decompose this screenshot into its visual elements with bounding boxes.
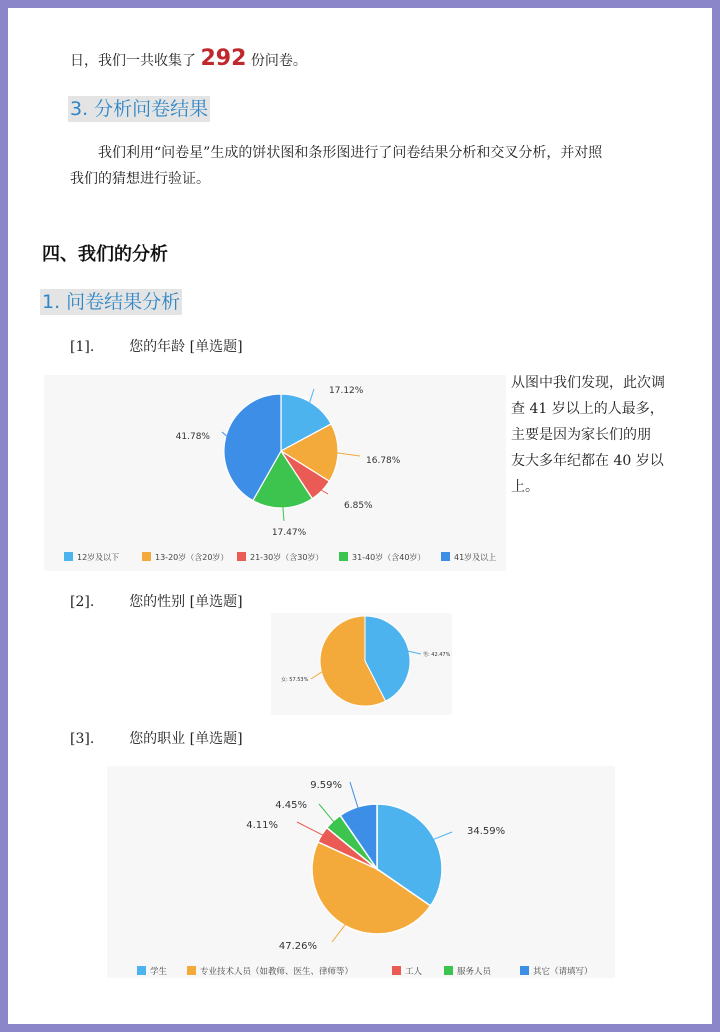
document-page [8, 8, 712, 1024]
age-pie-svg [44, 375, 506, 571]
legend-swatch [187, 966, 196, 975]
section-3-heading: 3. 分析问卷结果 [70, 98, 209, 120]
legend-label: 13-20岁（含20岁） [155, 553, 229, 562]
leader-line [297, 822, 324, 836]
section-3-paragraph-line1: 我们利用“问卷星”生成的饼状图和条形图进行了问卷结果分析和交叉分析，并对照 [98, 145, 603, 161]
question-1-number: [1]. [70, 339, 95, 355]
question-3-label [70, 728, 243, 748]
leader-line [311, 671, 323, 679]
legend-swatch [392, 966, 401, 975]
side-note-line: 上。 [511, 479, 539, 495]
legend-label: 工人 [405, 967, 423, 977]
data-label: 4.45% [275, 800, 307, 811]
intro-text-after: 份问卷。 [250, 53, 307, 69]
legend-swatch [520, 966, 529, 975]
data-label: 47.26% [278, 941, 317, 952]
intro-text-before: 日，我们一共收集了 [70, 53, 196, 69]
data-label: 16.78% [366, 456, 401, 466]
data-label: 6.85% [344, 501, 373, 511]
side-note-line: 主要是因为家长们的朋 [511, 427, 651, 443]
data-label: 41.78% [175, 432, 210, 442]
legend-label: 学生 [150, 967, 168, 977]
legend-swatch [339, 552, 348, 561]
leader-line [309, 389, 314, 404]
sub-section-heading: 1. 问卷结果分析 [42, 291, 181, 313]
legend-label: 31-40岁（含40岁） [352, 553, 426, 562]
question-1-label [70, 336, 243, 356]
data-label: 4.11% [246, 820, 278, 831]
age-pie-chart [44, 375, 506, 571]
side-note [511, 370, 701, 500]
section-3-paragraph-line2: 我们的猜想进行验证。 [70, 171, 210, 187]
data-label: 34.59% [467, 826, 506, 837]
leader-line [319, 804, 334, 823]
question-3-number: [3]. [70, 731, 95, 747]
gender-pie-svg [271, 613, 452, 715]
intro-line [70, 46, 307, 74]
legend-label: 12岁及以下 [77, 553, 120, 562]
data-label: 17.47% [271, 528, 307, 538]
legend-swatch [237, 552, 246, 561]
legend-label: 专业技术人员（如教师、医生、律师等） [200, 967, 354, 977]
legend-swatch [142, 552, 151, 561]
leader-line [332, 924, 346, 942]
legend-label: 其它（请填写） [533, 967, 593, 977]
data-label: 17.12% [329, 386, 364, 396]
side-note-line: 从图中我们发现，此次调 [511, 375, 665, 391]
side-note-line: 友大多年纪都在 40 岁以 [511, 453, 664, 469]
side-note-line: 查 41 岁以上的人最多， [511, 401, 664, 417]
data-label: 男: 42.47% [423, 652, 451, 658]
leader-line [336, 453, 360, 456]
gender-pie-chart [271, 613, 452, 715]
question-2-text: 您的性别 [单选题] [129, 594, 243, 610]
occupation-pie-chart [107, 766, 615, 978]
data-label: 女: 57.53% [281, 677, 309, 683]
legend-swatch [64, 552, 73, 561]
question-3-text: 您的职业 [单选题] [129, 731, 243, 747]
legend-label: 41岁及以上 [454, 553, 497, 562]
legend-swatch [137, 966, 146, 975]
leader-line [350, 782, 358, 809]
legend-swatch [441, 552, 450, 561]
data-label: 9.59% [310, 780, 342, 791]
survey-count: 292 [200, 46, 247, 71]
legend-label: 21-30岁（含30岁） [250, 553, 324, 562]
occupation-pie-svg [107, 766, 615, 978]
legend-swatch [444, 966, 453, 975]
legend-label: 服务人员 [457, 967, 492, 977]
leader-line [433, 832, 452, 840]
section-4-heading: 四、我们的分析 [42, 244, 168, 265]
question-2-label [70, 591, 243, 611]
question-2-number: [2]. [70, 594, 95, 610]
question-1-text: 您的年龄 [单选题] [129, 339, 243, 355]
